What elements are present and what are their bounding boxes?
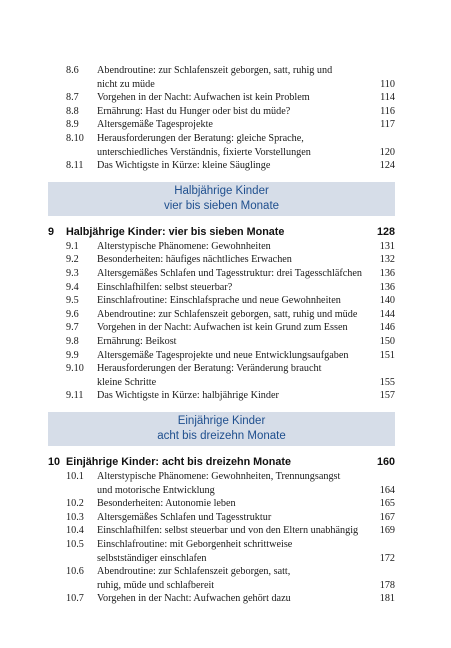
entry-title-line: Alterstypische Phänomene: Gewohnheiten, Trennungsangst	[97, 471, 341, 482]
chapter-title: Einjährige Kinder: acht bis dreizehn Monate	[66, 456, 291, 468]
toc-entry	[0, 593, 451, 607]
chapter-page: 128	[376, 225, 395, 238]
entry-number: 9.9	[66, 349, 79, 361]
entry-title-line: ruhig, müde und schlafbereit	[97, 579, 215, 591]
entry-number: 8.6	[66, 65, 79, 76]
entry-title-line: Abendroutine: zur Schlafenszeit geborgen, satt,	[97, 566, 291, 578]
toc-entry	[0, 512, 451, 526]
entry-title-line: Besonderheiten: Autonomie leben	[97, 498, 236, 510]
entry-title-line: selbstständiger einschlafen	[97, 552, 207, 564]
entry-number: 9.2	[66, 254, 79, 266]
banner-title: Einjährige Kinder	[177, 415, 266, 427]
entry-number: 10.5	[66, 539, 84, 550]
entry-title-line: Einschlafroutine: mit Geborgenheit schrittweise	[97, 539, 293, 550]
entry-title-line: Abendroutine: zur Schlafenszeit geborgen, satt, ruhig und müde	[97, 308, 358, 320]
entry-page: 165	[379, 498, 395, 510]
entry-number: 9.8	[66, 336, 79, 347]
entry-number: 10.1	[66, 471, 84, 482]
entry-number: 9.10	[66, 363, 84, 375]
chapter-number: 9	[48, 225, 55, 238]
entry-title-line: Altersgemäße Tagesprojekte	[97, 119, 213, 131]
toc-entry	[0, 295, 451, 309]
entry-number: 10.7	[66, 593, 84, 605]
entry-number: 9.1	[66, 240, 79, 252]
entry-title-line: Einschlafhilfen: selbst steuerbar?	[97, 281, 233, 293]
entry-page: 120	[379, 146, 395, 158]
toc-entry	[0, 309, 451, 323]
entry-title-line: kleine Schritte	[97, 376, 157, 388]
toc-entry	[0, 566, 451, 593]
entry-page: 169	[379, 525, 395, 537]
toc-entry	[0, 92, 451, 106]
banner-title: Halbjährige Kinder	[174, 184, 269, 197]
entry-title-line: Ernährung: Beikost	[97, 336, 177, 347]
entry-page: 150	[379, 336, 395, 347]
entry-page: 146	[379, 322, 395, 334]
toc-entry	[0, 65, 451, 92]
toc-entry	[0, 336, 451, 350]
entry-title-line: unterschiedliches Verständnis, fixierte Vorstellungen	[97, 146, 311, 158]
entry-title-line: Abendroutine: zur Schlafenszeit geborgen, satt, ruhig und	[97, 65, 333, 76]
toc-entry	[0, 390, 451, 404]
entry-title-line: Alterstypische Phänomene: Gewohnheiten	[97, 240, 271, 252]
entry-number: 9.4	[66, 281, 79, 293]
entry-page: 144	[379, 308, 395, 320]
entry-page: 132	[379, 254, 395, 266]
toc-entry	[0, 539, 451, 566]
entry-page: 167	[379, 511, 395, 523]
entry-number: 10.3	[66, 511, 84, 523]
section-banner	[48, 182, 395, 216]
toc-entry	[0, 350, 451, 364]
entry-page: 178	[379, 579, 395, 591]
entry-page: 164	[379, 484, 395, 496]
entry-number: 9.3	[66, 268, 79, 279]
entry-title-line: Ernährung: Hast du Hunger oder bist du müde?	[97, 105, 291, 117]
entry-title-line: nicht zu müde	[97, 78, 155, 90]
entry-page: 131	[379, 240, 395, 252]
entry-number: 9.6	[66, 308, 79, 320]
toc-entry	[0, 471, 451, 498]
entry-number: 8.10	[66, 133, 84, 144]
entry-title-line: Altersgemäßes Schlafen und Tagesstruktur	[97, 511, 272, 523]
toc-entry	[0, 254, 451, 268]
entry-number: 8.7	[66, 92, 79, 104]
chapter-title: Halbjährige Kinder: vier bis sieben Monate	[66, 225, 285, 238]
entry-title-line: Einschlafroutine: Einschlafsprache und neue Gewohnheiten	[97, 295, 341, 307]
toc-entry	[0, 106, 451, 120]
entry-page: 157	[379, 390, 395, 402]
entry-number: 10.4	[66, 525, 84, 537]
entry-title-line: Herausforderungen der Beratung: Veränderung braucht	[97, 363, 322, 375]
entry-title-line: Vorgehen in der Nacht: Aufwachen ist kein Grund zum Essen	[97, 322, 348, 334]
entry-title-line: Vorgehen in der Nacht: Aufwachen ist kein Problem	[97, 92, 310, 104]
entry-number: 9.5	[66, 295, 79, 307]
entry-number: 10.2	[66, 498, 84, 510]
toc-entry	[0, 119, 451, 133]
entry-page: 155	[379, 376, 395, 388]
entry-title-line: Altersgemäße Tagesprojekte und neue Entwicklungsaufgaben	[97, 349, 349, 361]
entry-number: 9.11	[66, 390, 84, 402]
entry-title-line: Besonderheiten: häufiges nächtliches Erwachen	[97, 254, 292, 266]
entry-page: 136	[379, 281, 395, 293]
toc-entry	[0, 525, 451, 539]
entry-page: 151	[379, 349, 395, 361]
entry-page: 136	[379, 268, 395, 279]
entry-number: 8.8	[66, 105, 79, 117]
entry-page: 172	[379, 552, 395, 564]
entry-title-line: Altersgemäßes Schlafen und Tagesstruktur: drei Tagesschläfchen	[97, 268, 362, 279]
toc-entry	[0, 160, 451, 174]
toc-entry	[0, 498, 451, 512]
banner-subtitle: acht bis dreizehn Monate	[157, 430, 286, 442]
entry-page: 110	[380, 78, 395, 90]
chapter-page: 160	[376, 456, 395, 468]
toc-entry	[0, 322, 451, 336]
entry-title-line: Das Wichtigste in Kürze: halbjährige Kinder	[97, 390, 279, 402]
toc-entry	[0, 133, 451, 160]
entry-page: 124	[379, 160, 395, 172]
entry-title-line: Vorgehen in der Nacht: Aufwachen gehört dazu	[97, 593, 291, 605]
section-banner	[48, 412, 395, 446]
entry-number: 10.6	[66, 566, 84, 578]
entry-title-line: und motorische Entwicklung	[97, 484, 215, 496]
entry-title-line: Einschlafhilfen: selbst steuerbar und von den Eltern unabhängig	[97, 525, 359, 537]
banner-subtitle: vier bis sieben Monate	[163, 199, 280, 212]
entry-page: 181	[379, 593, 395, 605]
toc-entry	[0, 363, 451, 390]
entry-page: 114	[380, 92, 395, 104]
entry-title-line: Herausforderungen der Beratung: gleiche Sprache,	[97, 133, 304, 144]
chapter-number: 10	[48, 456, 61, 468]
entry-number: 9.7	[66, 322, 79, 334]
entry-number: 8.11	[66, 160, 84, 172]
entry-page: 116	[380, 105, 395, 117]
entry-page: 140	[379, 295, 395, 307]
toc-entry	[0, 282, 451, 296]
entry-page: 117	[380, 119, 395, 131]
entry-title-line: Das Wichtigste in Kürze: kleine Säuglinge	[97, 160, 271, 172]
entry-number: 8.9	[66, 119, 79, 131]
toc-entry	[0, 241, 451, 255]
toc-entry	[0, 268, 451, 282]
